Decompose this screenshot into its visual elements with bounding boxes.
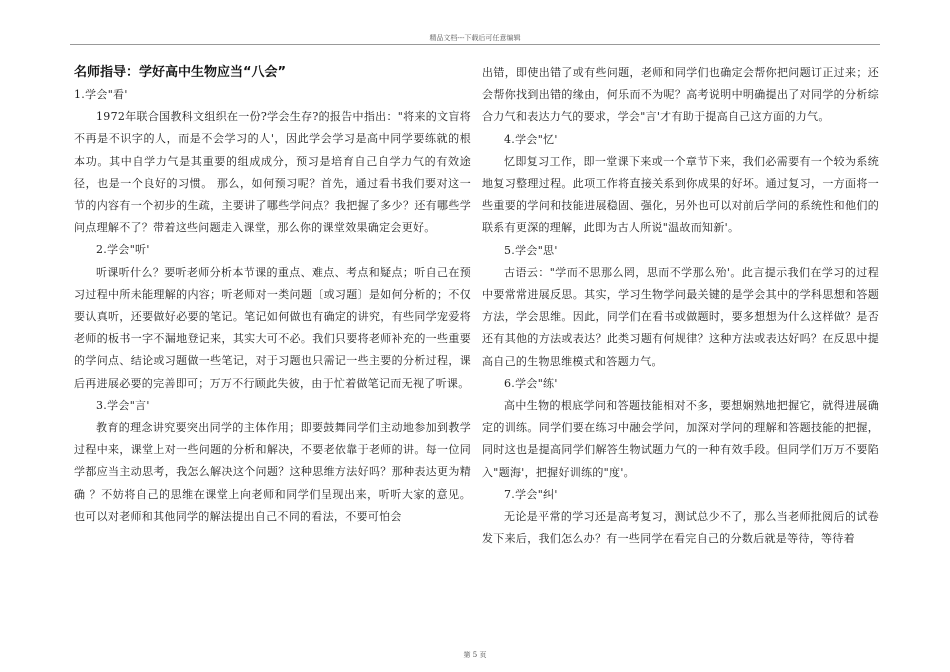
document-title: 名师指导：学好高中生物应当“八会” bbox=[74, 65, 287, 80]
body-paragraph: 听课听什么？要听老师分析本节课的重点、难点、考点和疑点；听自己在预习过程中所未能理解的内容；听老师对一类问题〔或习题〕是如何分析的；不仅要认真听，还要做好必要的笔记。笔记如何做也有确定的讲究，有些同学宠爱将老师的板书一字不漏地登记来，其实大可不必。我们只要将老师补充的一些重要的学问点、结论或习题做一些笔记，对于习题也只需记一些主要的分析过程，课后再进展必要的完善即可；万万不行顾此失彼，由于忙着做笔记而无视了听课。 bbox=[74, 265, 471, 390]
right-column-content bbox=[482, 62, 879, 550]
body-paragraph: 无论是平常的学习还是高考复习，测试总少不了，那么当老师批阅后的试卷发下来后，我们怎么办？有一些同学在看完自己的分数后就是等待，等待着 bbox=[482, 510, 879, 546]
left-column bbox=[74, 62, 471, 528]
left-column-content bbox=[74, 84, 471, 528]
body-paragraph: 1972年联合国教科文组织在一份?学会生存?的报告中指出："将来的文盲将不再是不识字的人，而是不会学习的人'，因此学会学习是高中同学要练就的根本功。其中自学力气是其重要的组成成分，预习是培育自己自学力气的有效途径，也是一个良好的习惯。 那么，如何预习呢？首先，通过看书我们要对这一节的内容有一个初步的生疏，主要讲了哪些学问点？我把握了多少？还有哪些学问点理解不了？带着这些问题走入课堂，那么你的课堂效果确定会更好。 bbox=[74, 110, 471, 235]
page-header: 精品文档---下载后可任意编辑 bbox=[429, 34, 521, 42]
section-heading: 3.学会"言' bbox=[96, 398, 150, 412]
body-paragraph-continued: 出错，即使出错了或有些问题，老师和同学们也确定会帮你把问题订正过来；还会帮你找到出错的缘由，何乐而不为呢？高考说明中明确提出了对同学的分析综合力气和表达力气的要求，学会"言'才有助于提高自己这方面的力气。 bbox=[482, 66, 879, 124]
section-heading: 5.学会"思' bbox=[504, 243, 558, 257]
section-heading: 6.学会"练' bbox=[504, 376, 558, 390]
page-footer: 第 5 页 bbox=[463, 651, 487, 659]
section-heading: 1.学会"看' bbox=[74, 88, 128, 101]
body-paragraph: 高中生物的根底学问和答题技能相对不多，要想娴熟地把握它，就得进展确定的训练。同学们要在练习中融会学问，加深对学问的理解和答题技能的把握，同时这也是提高同学们解答生物试题力气的一种有效手段。但同学们万万不要陷入"题海'，把握好训练的"度'。 bbox=[482, 399, 879, 479]
right-column bbox=[482, 62, 879, 550]
section-heading: 7.学会"纠' bbox=[504, 487, 558, 501]
section-heading: 4.学会"忆' bbox=[504, 132, 558, 146]
header-divider bbox=[70, 44, 880, 45]
body-paragraph: 教育的理念讲究要突出同学的主体作用；即要鼓舞同学们主动地参加到教学过程中来，课堂上对一些问题的分析和解决，不要老依靠于老师的讲。每一位同学都应当主动思考，我怎么解决这个问题？这种思维方法好吗？那种表达更为精确 ？不妨将自己的思维在课堂上向老师和同学们呈现出来，听听大家的意见。也可以对老师和其他同学的解法提出自己不同的看法，不要可怕会 bbox=[74, 421, 471, 523]
body-paragraph: 古语云："学而不思那么罔，思而不学那么殆'。此言提示我们在学习的过程中要常常进展反思。其实，学习生物学问最关键的是学会其中的学科思想和答题方法，学会思维。因此，同学们在看书或做题时，要多想想为什么这样做？是否还有其他的方法或表达？此类习题有何规律？这种方法或表达好吗？在反思中提高自己的生物思维模式和答题力气。 bbox=[482, 265, 879, 368]
body-paragraph: 忆即复习工作，即一堂课下来或一个章节下来，我们必需要有一个较为系统地复习整理过程。此项工作将直接关系到你成果的好坏。通过复习，一方面将一些重要的学问和技能进展稳固、强化，另外也可以对前后学问的系统性和他们的联系有更深的理解，此即为古人所说"温故而知新'。 bbox=[482, 154, 879, 235]
section-heading: 2.学会"听' bbox=[96, 243, 150, 257]
